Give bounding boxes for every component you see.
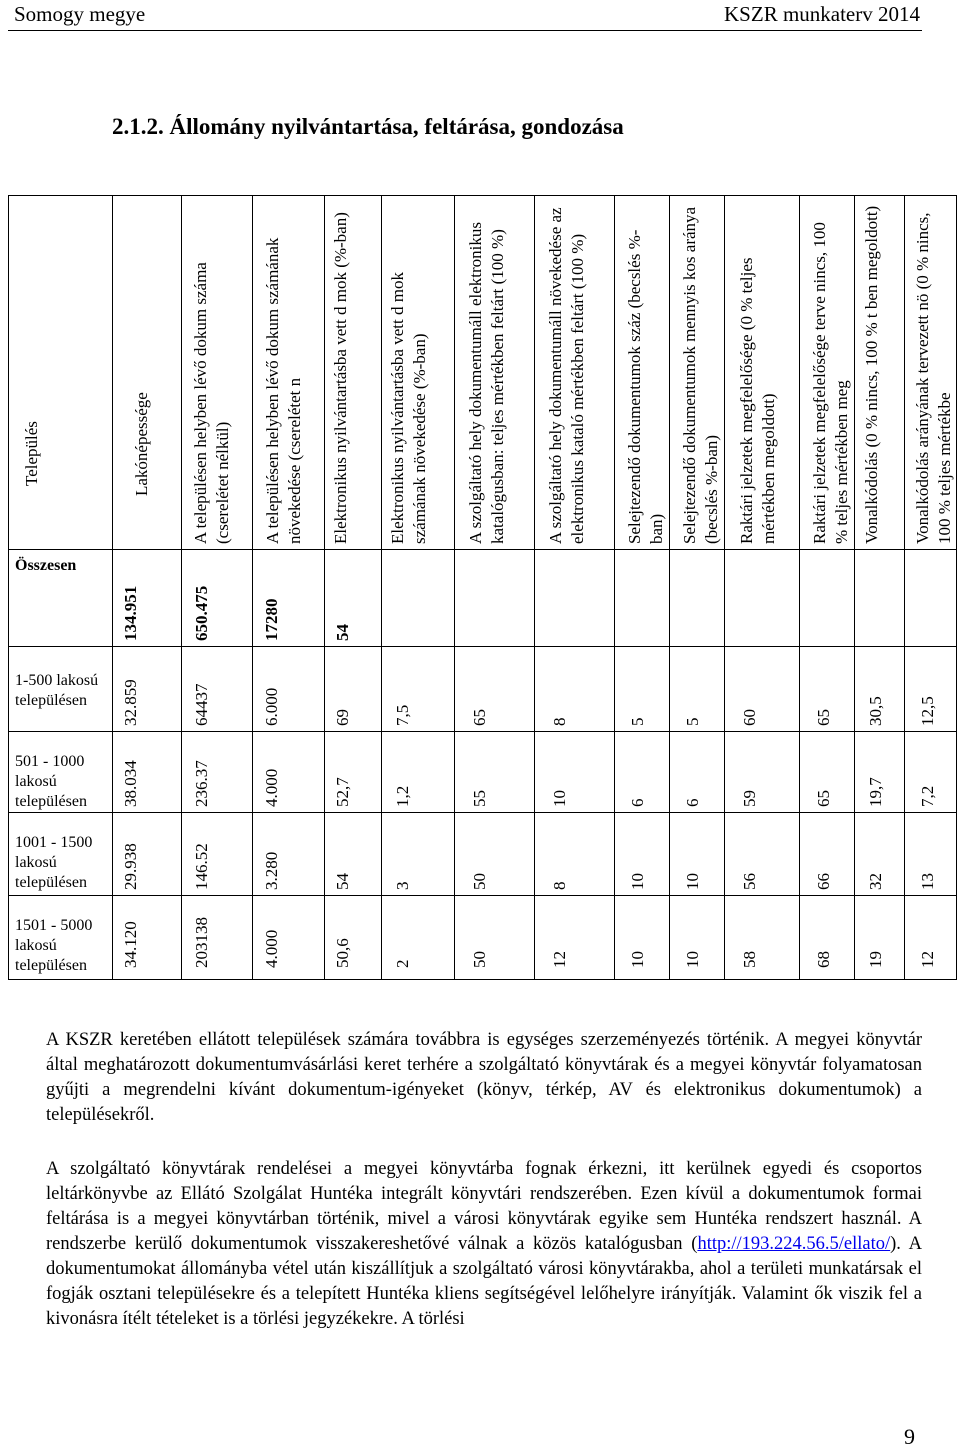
paragraph-text: A szolgáltató könyvtárak rendelései a megyei könyvtárba fognak érkezni, itt kerülnek egyedi és csoportos leltárkönyvbe az Ellátó Szolgálat Huntéka integrált könyvtári rendszerében. Ezen kívül a dokumentumok formai feltárása is a megyei könyvtárban történik, mivel a városi könyvtárak egyike sem Huntéka rendszert használ. A rendszerbe kerülő dokumentumok visszakereshetővé válnak a közös katalógusban ( <box>46 1159 922 1254</box>
cell-value: 65 <box>470 709 489 726</box>
col-line <box>252 196 253 979</box>
row-line <box>9 549 956 550</box>
row-label: A szolgáltató hely dokumentumáll elektronikus katalógusban: teljes mértékben feltárt (100 %) <box>466 222 507 544</box>
col-line <box>854 196 855 979</box>
cell-value: 8 <box>550 881 569 890</box>
cell-value: 60 <box>740 709 759 726</box>
paragraph-acquisition: A KSZR keretében ellátott települések számára továbbra is egységes szerzeményezés történik. A megyei könyvtár által meghatározott dokumentumvásárlási keret terhére a szolgáltató könyvtárak és a megyei könyvtár folyamatosan gyűjti a megrendelni kívánt dokumentum-igényeket (könyv, térkép, AV és elektronikus dokumentumok) a településekről. <box>46 1030 922 1125</box>
corner-label: Település <box>22 421 41 486</box>
cell-value: 10 <box>550 790 569 807</box>
cell-value: 7,2 <box>918 785 937 807</box>
cell-value: 8 <box>550 717 569 726</box>
cell-value: 13 <box>918 873 937 890</box>
row-label: Selejtezendő dokumentumok száz (becslés %-ban) <box>625 229 666 544</box>
cell-value: 7,5 <box>393 704 412 726</box>
row-label: Vonalkódolás (0 % nincs, 100 % t ben megoldott) <box>862 205 881 544</box>
row-label: Raktári jelzetek megfelelősége (0 % teljes mértékben megoldott) <box>737 257 778 544</box>
cell-value: 12,5 <box>918 696 937 726</box>
cell-value: 56 <box>740 873 759 890</box>
cell-value: 64437 <box>192 683 211 726</box>
total-label: Összesen <box>15 557 77 574</box>
cell-value: 19,7 <box>866 777 885 807</box>
row-label: A szolgáltató hely dokumentumáll növekedése az elektronikus kataló mértékben feltárt (100 %) <box>546 207 587 544</box>
row-label: Raktári jelzetek megfelelősége terve nincs, 100 % teljes mértékben meg <box>810 222 851 544</box>
cell-value: 65 <box>814 790 833 807</box>
header-rule <box>8 30 922 31</box>
paragraph-cataloguing <box>46 1157 922 1332</box>
cell-value: 10 <box>628 951 647 968</box>
cell-value: 2 <box>393 959 412 968</box>
cell-value: 12 <box>550 951 569 968</box>
col-line <box>724 196 725 979</box>
cell-value: 5 <box>628 717 647 726</box>
cell-value: 203138 <box>192 917 211 968</box>
group-label: 1-500 lakosú településen <box>15 672 99 709</box>
catalogue-link[interactable]: http://193.224.56.5/ellato/ <box>697 1234 891 1254</box>
cell-value: 29.938 <box>121 843 140 890</box>
cell-value: 55 <box>470 790 489 807</box>
cell-value: 6.000 <box>262 687 281 726</box>
cell-value: 32.859 <box>121 679 140 726</box>
col-line <box>799 196 800 979</box>
row-label: A településen helyben lévő dokum száma (cserelétet nélkül) <box>191 262 232 544</box>
row-label: Elektronikus nyilvántartásba vett d mok (%-ban) <box>331 212 350 544</box>
paragraph-text: ). A dokumentumokat állományba vétel után kiszállítjuk a szolgáltató városi könyvtárakba, ahol a területi munkatársak el fogják osztani településekre és a telepített Huntéka kliens segítségével lelőhelyre irányítják. Valamint ők viszik fel a kivonásra ítélt tételeket is a törlési jegyzékekre. A törlési <box>46 1234 923 1329</box>
cell-value: 54 <box>333 624 352 641</box>
cell-value: 50 <box>470 951 489 968</box>
cell-value: 12 <box>918 951 937 968</box>
cell-value: 30,5 <box>866 696 885 726</box>
cell-value: 134.951 <box>121 585 140 641</box>
col-line <box>381 196 382 979</box>
cell-value: 50 <box>470 873 489 890</box>
cell-value: 54 <box>333 873 352 890</box>
section-title: 2.1.2. Állomány nyilvántartása, feltárása, gondozása <box>112 114 624 139</box>
cell-value: 1,2 <box>393 785 412 807</box>
cell-value: 69 <box>333 709 352 726</box>
cell-value: 38.034 <box>121 760 140 807</box>
cell-value: 4.000 <box>262 768 281 807</box>
cell-value: 6 <box>683 798 702 807</box>
col-line <box>181 196 182 979</box>
cell-value: 5 <box>683 717 702 726</box>
cell-value: 650.475 <box>192 585 211 641</box>
cell-value: 10 <box>628 873 647 890</box>
row-label: Vonalkódolás arányának tervezett nö (0 % nincs, 100 % teljes mértékbe <box>913 212 954 544</box>
cell-value: 19 <box>866 951 885 968</box>
row-label: Elektronikus nyilvántartásba vett d mok számának növekedése (%-ban) <box>388 272 429 544</box>
cell-value: 65 <box>814 709 833 726</box>
cell-value: 10 <box>683 873 702 890</box>
col-line <box>112 196 113 979</box>
cell-value: 59 <box>740 790 759 807</box>
cell-value: 58 <box>740 951 759 968</box>
cell-value: 17280 <box>262 598 281 641</box>
col-line <box>669 196 670 979</box>
cell-value: 10 <box>683 951 702 968</box>
cell-value: 66 <box>814 873 833 890</box>
group-label: 1001 - 1500 lakosú településen <box>15 834 93 891</box>
cell-value: 3.280 <box>262 851 281 890</box>
cell-value: 68 <box>814 951 833 968</box>
col-line <box>454 196 455 979</box>
cell-value: 34.120 <box>121 921 140 968</box>
group-label: 501 - 1000 lakosú településen <box>15 753 87 810</box>
cell-value: 32 <box>866 873 885 890</box>
population-label: Lakónépessége <box>132 392 151 496</box>
row-label: Selejtezendő dokumentumok mennyis kos aránya (becslés %-ban) <box>680 206 721 544</box>
cell-value: 4.000 <box>262 929 281 968</box>
page-number: 9 <box>904 1424 915 1449</box>
row-label: A településen helyben lévő dokum számának növekedése (cserelétet n <box>263 237 304 544</box>
cell-value: 3 <box>393 881 412 890</box>
col-line <box>324 196 325 979</box>
cell-value: 6 <box>628 798 647 807</box>
group-label: 1501 - 5000 lakosú településen <box>15 917 93 974</box>
header-county: Somogy megye <box>14 2 146 26</box>
statistics-table <box>8 195 957 980</box>
header-plan-title: KSZR munkaterv 2014 <box>724 2 920 26</box>
cell-value: 236.37 <box>192 760 211 807</box>
cell-value: 52,7 <box>333 777 352 807</box>
cell-value: 50,6 <box>333 938 352 968</box>
cell-value: 146.52 <box>192 843 211 890</box>
